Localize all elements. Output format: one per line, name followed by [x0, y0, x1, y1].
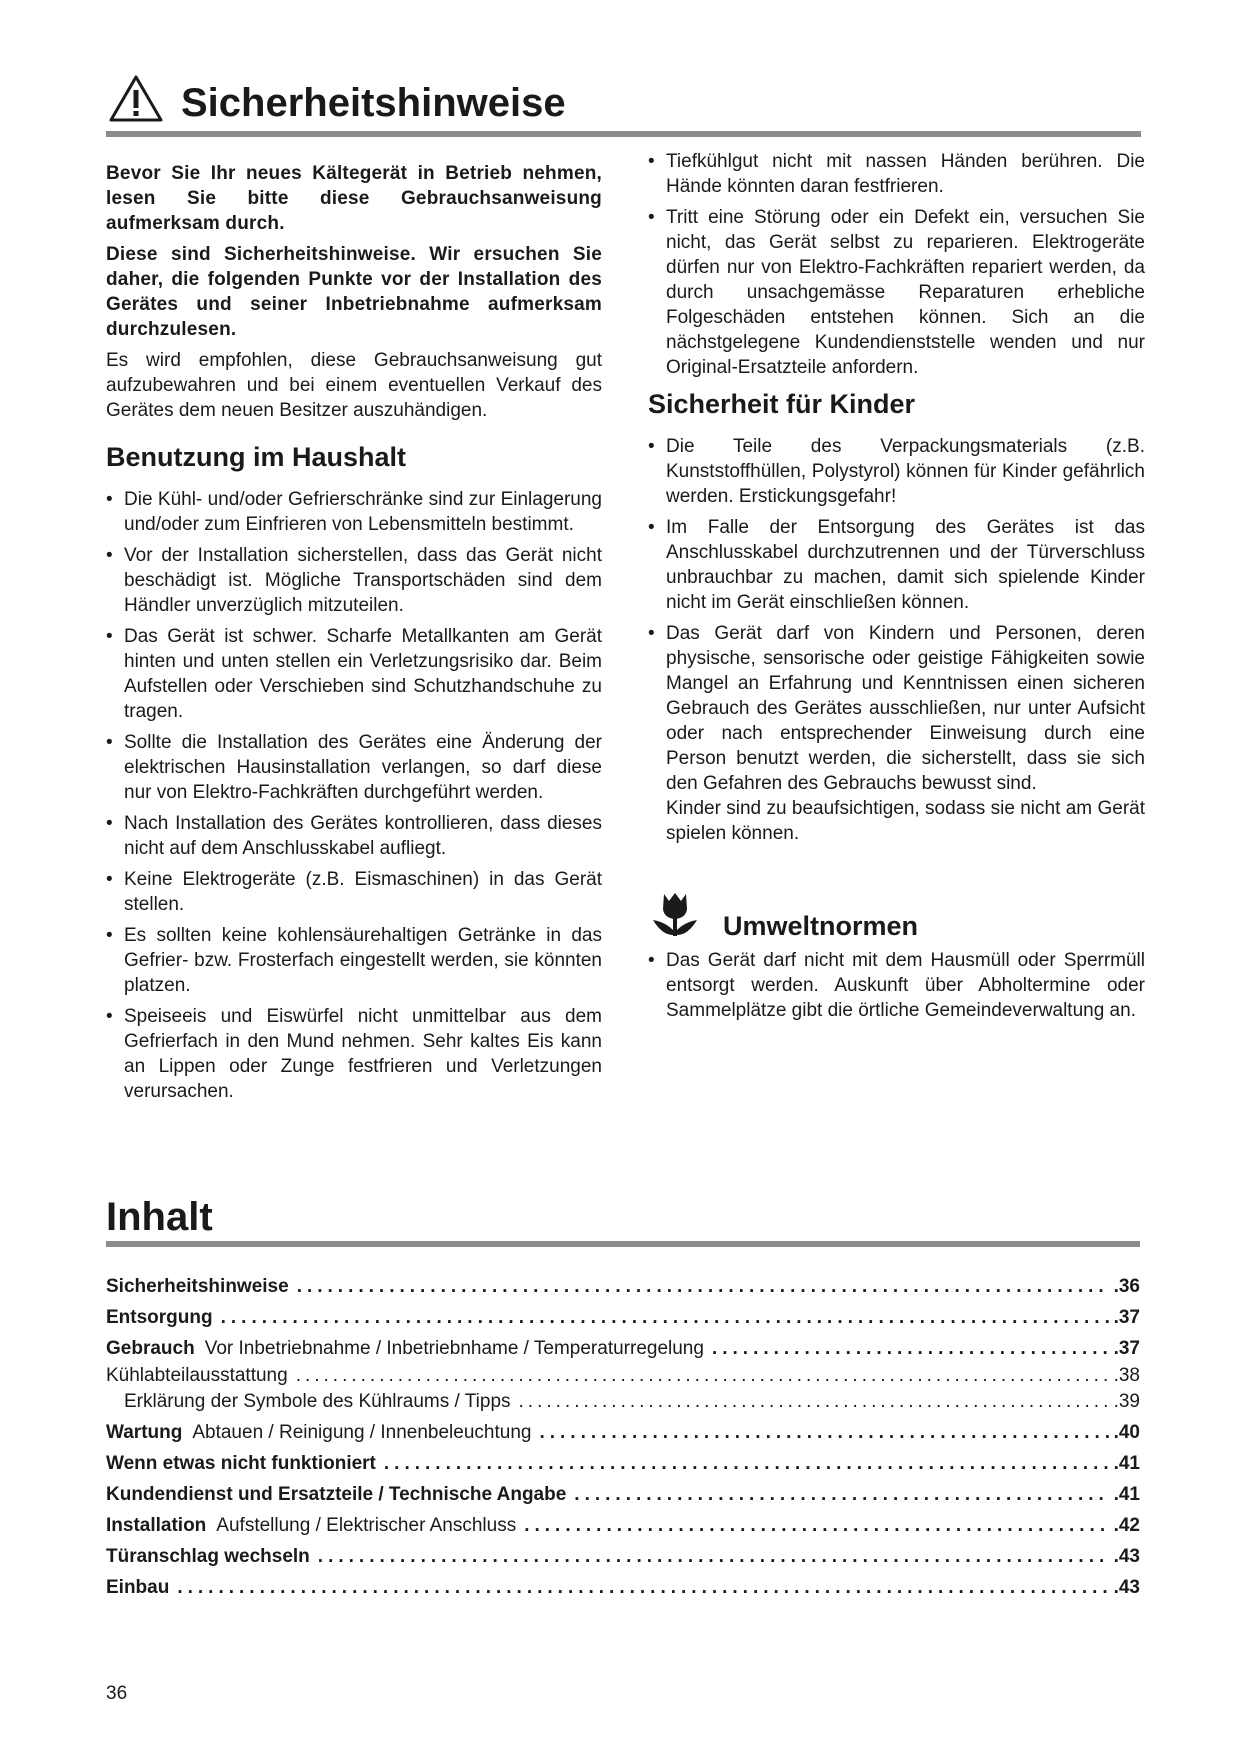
toc-leader-dots [177, 1577, 1109, 1599]
toc-leader-dots [384, 1453, 1110, 1475]
household-heading: Benutzung im Haushalt [106, 442, 407, 472]
list-item: • Nach Installation des Gerätes kontrollieren, dass dieses nicht auf dem Anschlusskabel aufliegt. [106, 811, 602, 861]
environment-heading-row [648, 890, 1145, 950]
toc-leader-dots [539, 1422, 1109, 1444]
toc-entry-page: .39 [1113, 1391, 1140, 1412]
general-safety-list [648, 149, 1145, 380]
toc-entry-page: .42 [1113, 1515, 1140, 1536]
toc-entry[interactable] [106, 1422, 1140, 1453]
toc-entry-label: Kühlabteilausstattung [106, 1365, 288, 1386]
safety-intro-paragraph: Diese sind Sicherheitshinweise. Wir ersuchen Sie daher, die folgenden Punkte vor der Installation des Gerätes und seiner Inbetriebnahme aufmerksam durchzulesen. [106, 244, 602, 340]
list-item: • Sollte die Installation des Gerätes eine Änderung der elektrischen Hausinstallation verlangen, so darf diese nur von Elektro-Fachkräften durchgeführt werden. [106, 730, 602, 805]
toc-entry[interactable] [106, 1453, 1140, 1484]
toc-leader-dots [524, 1515, 1109, 1537]
toc-entry-page: .38 [1113, 1365, 1140, 1386]
toc-entry-label: Türanschlag wechseln [106, 1546, 310, 1567]
toc-entry[interactable] [106, 1307, 1140, 1338]
toc-entry-page: .41 [1113, 1453, 1140, 1474]
list-item: • Vor der Installation sicherstellen, dass das Gerät nicht beschädigt ist. Mögliche Transportschäden sind dem Händler unverzüglich mitzuteilen. [106, 543, 602, 618]
toc-leader-dots [318, 1546, 1110, 1568]
toc-entry-sublabel: Vor Inbetriebnahme / Inbetriebnhame / Temperaturregelung [204, 1338, 704, 1359]
environment-list [648, 948, 1145, 1023]
list-item: • Tiefkühlgut nicht mit nassen Händen berühren. Die Hände könnten daran festfrieren. [648, 149, 1145, 199]
toc-entry-label: Wenn etwas nicht funktioniert [106, 1453, 376, 1474]
toc-entry-label: Sicherheitshinweise [106, 1276, 289, 1297]
supervision-note: Kinder sind zu beaufsichtigen, sodass sie nicht am Gerät spielen können. [666, 798, 1145, 844]
toc-title: Inhalt [106, 1195, 213, 1239]
right-column [648, 149, 1145, 1029]
list-item: • Das Gerät darf nicht mit dem Hausmüll oder Sperrmüll entsorgt werden. Auskunft über Abholtermine oder Sammelplätze gibt die örtliche Gemeindeverwaltung an. [648, 948, 1145, 1023]
page-title: Sicherheitshinweise [181, 81, 566, 125]
toc-entry[interactable] [106, 1338, 1140, 1365]
toc-entry-page: .37 [1113, 1307, 1140, 1328]
toc-entry[interactable] [106, 1484, 1140, 1515]
toc-leader-dots [296, 1365, 1110, 1387]
toc-entry-label: Erklärung der Symbole des Kühlraums / Tipps [124, 1391, 511, 1412]
toc-entry[interactable] [106, 1546, 1140, 1577]
toc-entry-page: .37 [1113, 1338, 1140, 1359]
toc-entry-label: Installation [106, 1515, 207, 1536]
children-heading: Sicherheit für Kinder [648, 389, 916, 419]
toc-entry-page: .40 [1113, 1422, 1140, 1443]
toc-entry[interactable] [106, 1276, 1140, 1307]
list-item: • Speiseeis und Eiswürfel nicht unmittelbar aus dem Gefrierfach in den Mund nehmen. Sehr kaltes Eis kann an Lippen oder Zunge festfrieren und Verletzungen verursachen. [106, 1004, 602, 1104]
tulip-environment-icon [650, 890, 700, 940]
toc-entry-sublabel: Aufstellung / Elektrischer Anschluss [216, 1515, 517, 1536]
list-item: • Tritt eine Störung oder ein Defekt ein, versuchen Sie nicht, das Gerät selbst zu reparieren. Elektrogeräte dürfen nur von Elektro-Fachkräften repariert werden, da durch unsachgemässe Reparaturen erhebliche Folgeschäden entstehen können. Sich an die nächstgelegene Kundendienststelle wenden und nur Original-Ersatzteile anfordern. [648, 205, 1145, 380]
toc-entry-page: .41 [1113, 1484, 1140, 1505]
toc-entry[interactable] [106, 1515, 1140, 1546]
toc-entry-page: .43 [1113, 1577, 1140, 1598]
toc-entry[interactable] [106, 1577, 1140, 1608]
list-item: • Es sollten keine kohlensäurehaltigen Getränke in das Gefrier- bzw. Frosterfach eingestellt werden, sie könnten platzen. [106, 923, 602, 998]
toc-entry-label: Kundendienst und Ersatzteile / Technische Angabe [106, 1484, 567, 1505]
toc-entry[interactable] [106, 1391, 1140, 1422]
toc-leader-dots [221, 1307, 1110, 1329]
household-list [106, 487, 602, 1104]
list-item [648, 621, 1145, 846]
toc-entry-label: Wartung [106, 1422, 183, 1443]
list-item: • Die Teile des Verpackungsmaterials (z.B. Kunststoffhüllen, Polystyrol) können für Kinder gefährlich werden. Erstickungsgefahr! [648, 434, 1145, 509]
list-item: • Die Kühl- und/oder Gefrierschränke sind zur Einlagerung und/oder zum Einfrieren von Lebensmitteln bestimmt. [106, 487, 602, 537]
toc-leader-dots [712, 1338, 1110, 1360]
toc-entry-label: Einbau [106, 1577, 170, 1598]
toc-leader-dots [519, 1391, 1110, 1413]
left-column [106, 161, 602, 1110]
toc-leader-dots [297, 1276, 1110, 1298]
toc-entry-label: Gebrauch [106, 1338, 195, 1359]
toc-entry-page: .36 [1113, 1276, 1140, 1297]
toc-entry-sublabel: Abtauen / Reinigung / Innenbeleuchtung [192, 1422, 532, 1443]
toc-divider [106, 1241, 1140, 1247]
environment-heading: Umweltnormen [723, 911, 919, 941]
toc-entry-label: Entsorgung [106, 1307, 213, 1328]
intro-paragraph: Bevor Sie Ihr neues Kältegerät in Betrieb nehmen, lesen Sie bitte diese Gebrauchsanweisung aufmerksam durch. [106, 163, 602, 234]
page-number: 36 [106, 1683, 128, 1704]
keep-manual-paragraph: Es wird empfohlen, diese Gebrauchsanweisung gut aufzubewahren und bei einem eventuellen Verkauf des Gerätes dem neuen Besitzer auszuhändigen. [106, 350, 602, 421]
children-list [648, 434, 1145, 846]
list-item-text: Das Gerät darf von Kindern und Personen, deren physische, sensorische oder geistige Fähigkeiten sowie Mangel an Erfahrung und Kenntnissen einen sicheren Gebrauch des Gerätes ausschließen, nur unter Aufsicht oder nach entsprechender Einweisung durch eine Person benutzt werden, die sicherstellt, dass sie sich den Gefahren des Gebrauchs bewusst sind. [666, 623, 1145, 794]
toc-entry[interactable] [106, 1365, 1140, 1391]
title-divider [106, 131, 1141, 137]
title-row [106, 70, 1140, 132]
table-of-contents [106, 1276, 1140, 1608]
toc-entry-page: .43 [1113, 1546, 1140, 1567]
warning-triangle-icon [108, 74, 164, 124]
list-item: • Im Falle der Entsorgung des Gerätes ist das Anschlusskabel durchzutrennen und der Türverschluss unbrauchbar zu machen, damit sich spielende Kinder nicht im Gerät einschließen können. [648, 515, 1145, 615]
list-item: • Keine Elektrogeräte (z.B. Eismaschinen) in das Gerät stellen. [106, 867, 602, 917]
toc-leader-dots [574, 1484, 1109, 1506]
list-item: • Das Gerät ist schwer. Scharfe Metallkanten am Gerät hinten und unten stellen ein Verletzungsrisiko dar. Beim Aufstellen oder Verschieben sind Schutzhandschuhe zu tragen. [106, 624, 602, 724]
